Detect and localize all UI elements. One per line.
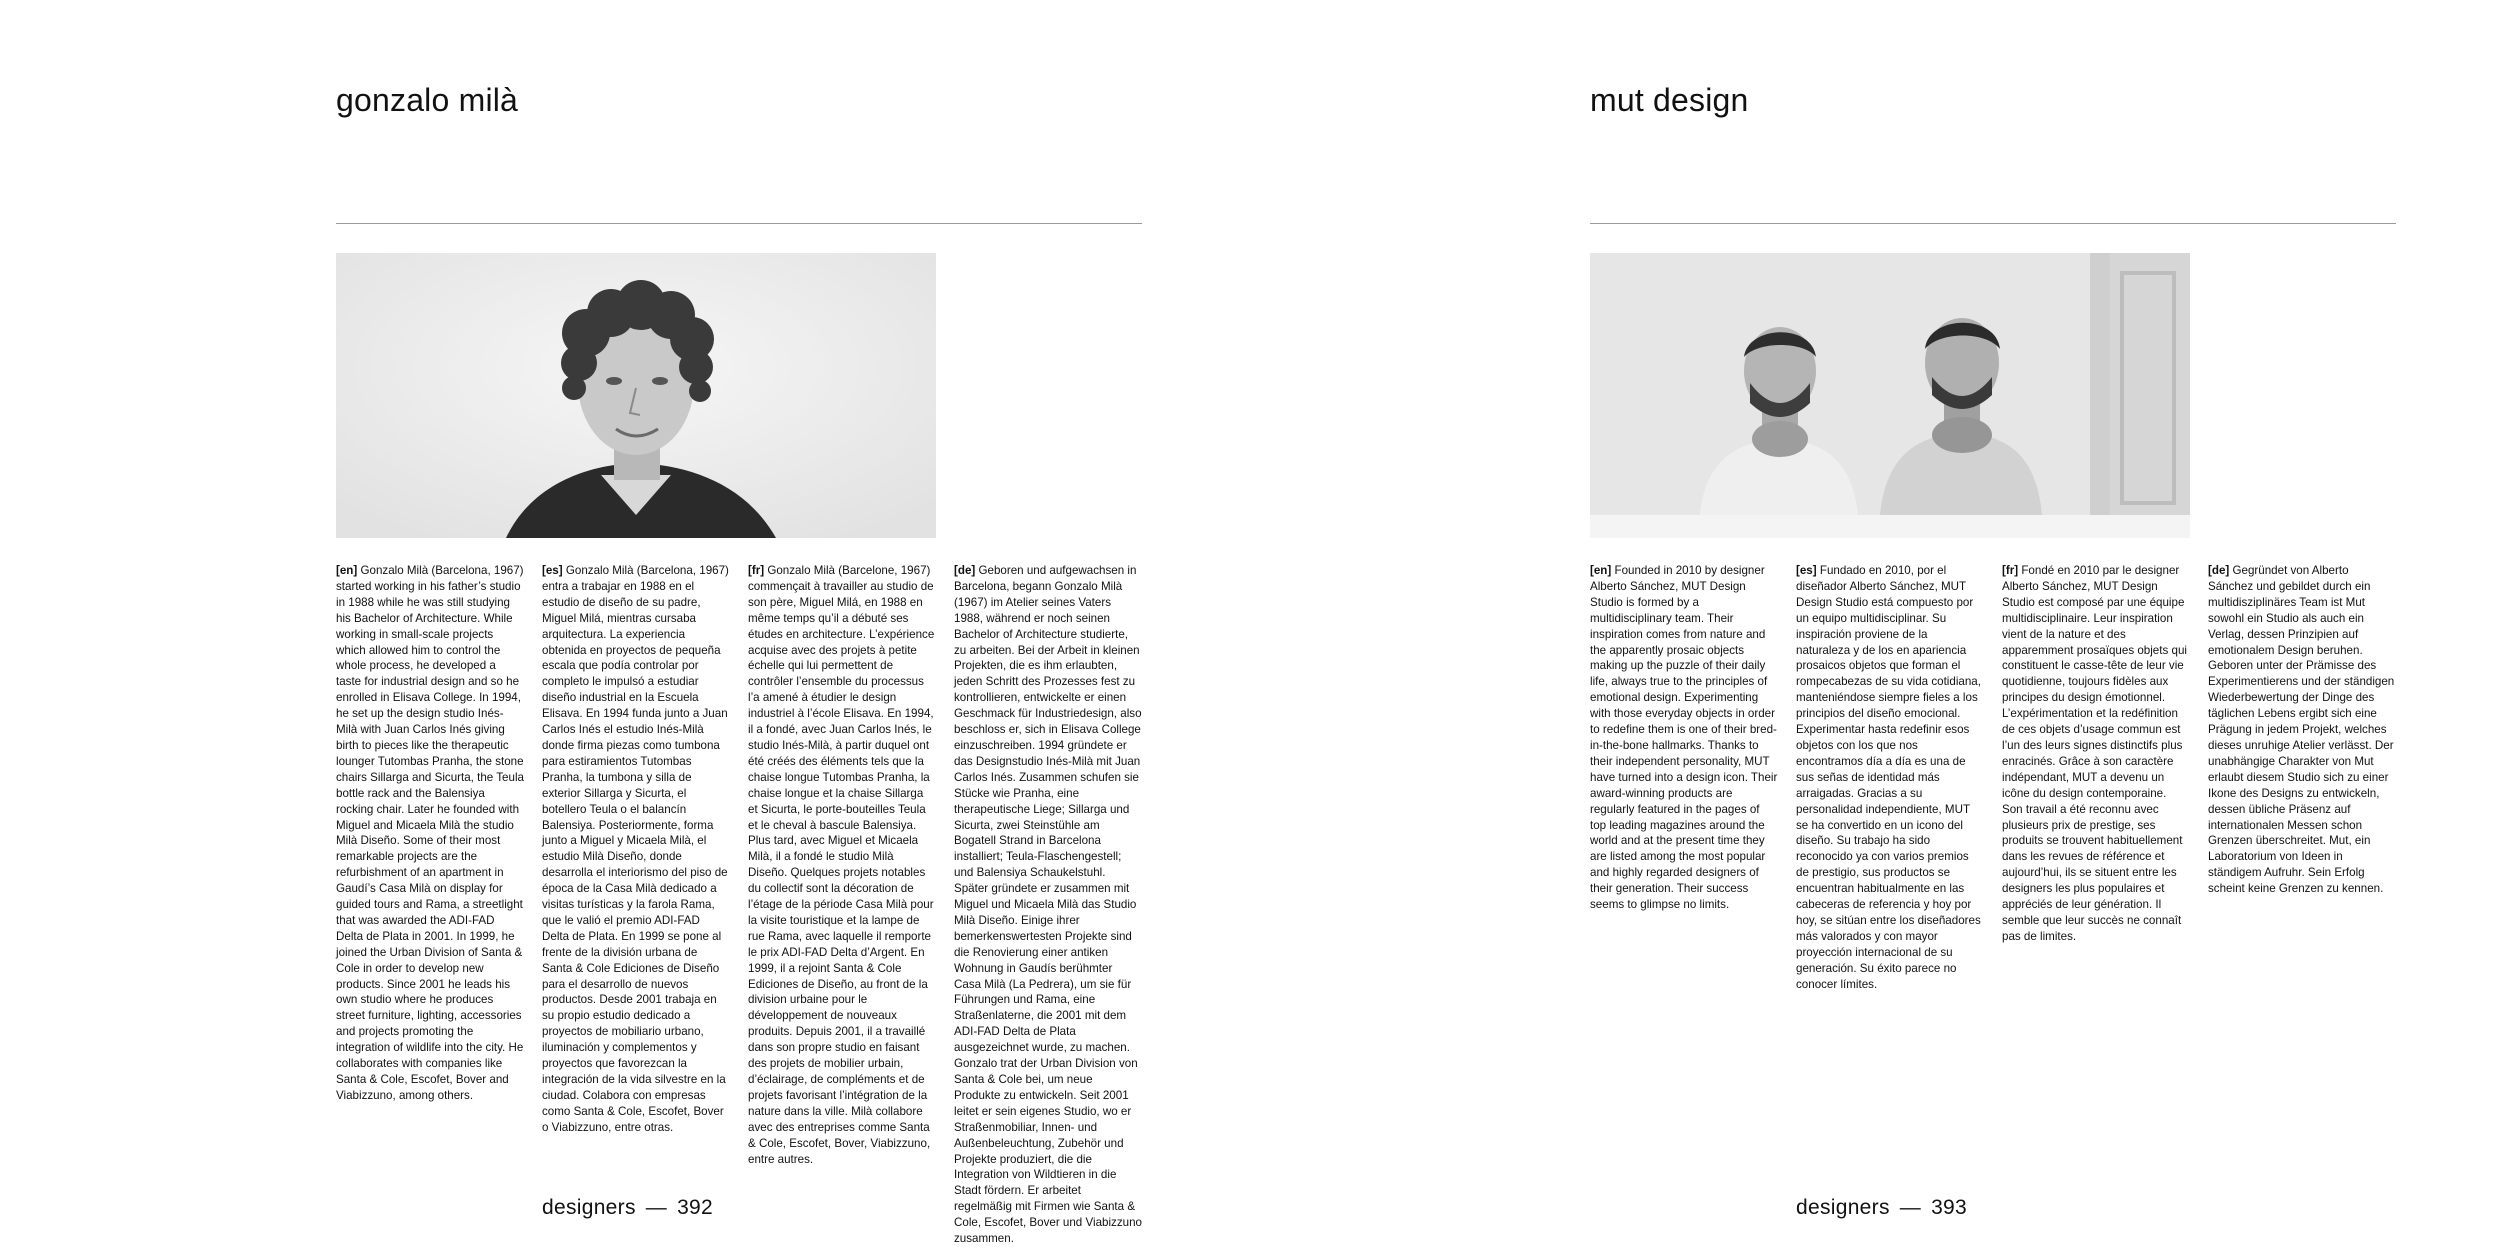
bio-column-fr: [fr] Fondé en 2010 par le designer Alberto Sánchez, MUT Design Studio est composé par une équipe multidisciplinaire. Leur inspiration vient de la nature et des apparemment prosaïques objets qui constituent le casse-tête de leur vie quotidienne, toujours fidèles aux principes du design émotionnel. L’expérimentation et la redéfinition de ces objets d’usage commun est l’un des leurs signes distinctifs plus enracinés. Grâce à son caractère indépendant, MUT a devenu un icône du design contemporaine. Son travail a été reconnu avec plusieurs prix de prestige, ses produits se trouvent habituellement dans les revues de référence et aujourd’hui, ils se situent entre les designers les plus populaires et appréciés de leur génération. Il semble que leur succès ne connaît pas de limites. <box>2002 564 2187 943</box>
bio-columns <box>336 563 1142 1247</box>
designer-portrait-photo <box>336 253 936 538</box>
divider <box>336 223 1142 224</box>
bio-column-de: [de] Gegründet von Alberto Sánchez und gebildet durch ein multidisziplinäres Team ist Mut sowohl ein Studio als auch ein Verlag, dessen Prinzipien auf emotionalem Design beruhen. Geboren unter der Prämisse des Experimentierens und der ständigen Wiederbewertung der Dinge des täglichen Lebens ergibt sich eine Prägung in jedem Projekt, welches dieses unruhige Atelier verlässt. Der unabhängige Charakter von Mut erlaubt diesem Studio sich zu einer Ikone des Designs zu entwickeln, dessen übliche Präsenz auf internationalen Messen schon Grenzen überschreitet. Mut, ein Laboratorium von Ideen in ständigem Aufruhr. Sein Erfolg scheint keine Grenzen zu kennen. <box>2208 564 2395 896</box>
footer-separator: — <box>1899 1196 1922 1219</box>
page-title: gonzalo milà <box>336 82 519 118</box>
bio-column-es: [es] Gonzalo Milà (Barcelona, 1967) entra a trabajar en 1988 en el estudio de diseño de su padre, Miguel Milá, mientras cursaba arquitectura. La experiencia obtenida en proyectos de pequeña escala que podía controlar por completo le impulsó a estudiar diseño industrial en la Escuela Elisava. En 1994 funda junto a Juan Carlos Inés el estudio Inés-Milà donde firma piezas como tumbona para estiramientos Tutombas Pranha, la tumbona y silla de exterior Sillarga y Sicurta, el botellero Teula o el balancín Balensiya. Posteriormente, forma junto a Miguel y Micaela Milà, el estudio Milà Diseño, donde desarrolla el interiorismo del piso de época de la Casa Milà dedicado a visitas turísticas y la farola Rama, que le valió el premio ADI-FAD Delta de Plata. En 1999 se pone al frente de la división urbana de Santa & Cole Ediciones de Diseño para el desarrollo de nuevos productos. Desde 2001 trabaja en su propio estudio dedicado a proyectos de mobiliario urbano, iluminación y complementos y proyectos que favorezcan la integración de la vida silvestre en la ciudad. Colabora con empresas como Santa & Cole, Escofet, Bover o Viabizzuno, entre otras. <box>542 564 729 1134</box>
bio-column-de: [de] Geboren und aufgewachsen in Barcelona, begann Gonzalo Milà (1967) im Atelier seines Vaters 1988, während er noch seinen Bachelor of Architecture studierte, zu arbeiten. Bei der Arbeit in kleinen Projekten, die es ihm erlaubten, jeden Schritt des Prozesses fest zu kontrollieren, entwickelte er einen Geschmack für Industriedesign, also beschloss er, sich in Elisava College einzuschreiben. 1994 gründete er das Designstudio Inés-Milà mit Juan Carlos Inés. Zusammen schufen sie Stücke wie Pranha, eine therapeutische Liege; Sillarga und Sicurta, zwei Steinstühle am Bogatell Strand in Barcelona installiert; Teula-Flaschengestell; und Balensiya Schaukelstuhl. Später gründete er zusammen mit Miguel und Micaela Milà das Studio Milà Diseño. Einige ihrer bemerkenswertesten Projekte sind die Renovierung einer antiken Wohnung in Gaudís berühmter Casa Milà (La Pedrera), um sie für Führungen und Rama, eine Straßenlaterne, die 2001 mit dem ADI-FAD Delta de Plata ausgezeichnet wurde, zu machen. Gonzalo trat der Urban Division von Santa & Cole bei, um neue Produkte zu entwickeln. Seit 2001 leitet er sein eigenes Studio, wo er Straßenmobiliar, Innen- und Außenbeleuchtung, Zubehör und Projekte produziert, die die Integration von Wildtieren in die Stadt fördern. Er arbeitet regelmäßig mit Firmen wie Santa & Cole, Escofet, Bover und Viabizzuno zusammen. <box>954 564 1142 1246</box>
page-footer <box>1796 1195 1967 1221</box>
page-number: 393 <box>1931 1196 1968 1219</box>
page-title: mut design <box>1590 82 1749 118</box>
footer-section: designers <box>542 1196 636 1219</box>
designer-portrait-photo <box>1590 253 2190 538</box>
bio-columns <box>1590 563 2396 992</box>
bio-column-fr: [fr] Gonzalo Milà (Barcelone, 1967) commençait à travailler au studio de son père, Miguel Milá, en 1988 en même temps qu’il a débuté ses études en architecture. L’expérience acquise avec des projets à petite échelle qui lui permettent de contrôler l’ensemble du processus l’a amené à étudier le design industriel à l’école Elisava. En 1994, il a fondé, avec Juan Carlos Inés, le studio Inés-Milà, à partir duquel ont été créés des éléments tels que la chaise longue Tutombas Pranha, la chaise longue et la chaise Sillarga et Sicurta, le porte-bouteilles Teula et le cheval à bascule Balensiya. Plus tard, avec Miguel et Micaela Milà, il a fondé le studio Milà Diseño. Quelques projets notables du collectif sont la décoration de l’étage de la période Casa Milà pour la visite touristique et la lampe de rue Rama, avec laquelle il remporte le prix ADI-FAD Delta d’Argent. En 1999, il a rejoint Santa & Cole Ediciones de Diseño, au front de la division urbaine pour le développement de nouveaux produits. Depuis 2001, il a travaillé dans son propre studio en faisant des projets de mobilier urbain, d’éclairage, de compléments et de projets favorisant l’intégration de la nature dans la ville. Milà collabore avec des entreprises comme Santa & Cole, Escofet, Bover, Viabizzuno, entre autres. <box>748 564 935 1166</box>
footer-separator: — <box>645 1196 668 1219</box>
portrait-illustration <box>336 253 936 538</box>
right-page <box>1250 0 2500 1250</box>
bio-column-en: [en] Founded in 2010 by designer Alberto Sánchez, MUT Design Studio is formed by a multidisciplinary team. Their inspiration comes from nature and the apparently prosaic objects making up the puzzle of their daily life, always true to the principles of emotional design. Experimenting with those everyday objects in order to redefine them is one of their bred-in-the-bone hallmarks. Thanks to their independent personality, MUT have turned into a design icon. Their award-winning products are regularly featured in the pages of top leading magazines around the world and at the present time they are listed among the most popular and highly regarded designers of their generation. Their success seems to glimpse no limits. <box>1590 564 1778 912</box>
footer-section: designers <box>1796 1196 1890 1219</box>
bio-column-en: [en] Gonzalo Milà (Barcelona, 1967) started working in his father’s studio in 1988 while he was still studying his Bachelor of Architecture. While working in small-scale projects which allowed him to control the whole process, he developed a taste for industrial design and so he enrolled in Elisava College. In 1994, he set up the design studio Inés-Milà with Juan Carlos Inés giving birth to pieces like the therapeutic lounger Tutombas Pranha, the stone chairs Sillarga and Sicurta, the Teula bottle rack and the Balensiya rocking chair. Later he founded with Miguel and Micaela Milà the studio Milà Diseño. Some of their most remarkable projects are the refurbishment of an apartment in Gaudí’s Casa Milà on display for guided tours and Rama, a streetlight that was awarded the ADI-FAD Delta de Plata in 2001. In 1999, he joined the Urban Division of Santa & Cole in order to develop new products. Since 2001 he leads his own studio where he produces street furniture, lighting, accessories and projects promoting the integration of wildlife into the city. He collaborates with companies like Santa & Cole, Escofet, Bover and Viabizzuno, among others. <box>336 564 524 1102</box>
page-number: 392 <box>677 1196 714 1219</box>
page-footer <box>542 1195 713 1221</box>
portrait-illustration <box>1590 253 2190 538</box>
divider <box>1590 223 2396 224</box>
bio-column-es: [es] Fundado en 2010, por el diseñador Alberto Sánchez, MUT Design Studio está compuesto por un equipo multidisciplinar. Su inspiración proviene de la naturaleza y de los en apariencia prosaicos objetos que forman el rompecabezas de su vida cotidiana, manteniéndose siempre fieles a los principios del diseño emocional. Experimentar hasta redefinir esos objetos con los que nos encontramos día a día es una de sus señas de identidad más arraigadas. Gracias a su personalidad independiente, MUT se ha convertido en un icono del diseño. Su trabajo ha sido reconocido ya con varios premios de prestigio, sus productos se encuentran habitualmente en las cabeceras de referencia y hoy por hoy, se sitúan entre los diseñadores más valorados y con mayor proyección internacional de su generación. Su éxito parece no conocer límites. <box>1796 564 1981 991</box>
